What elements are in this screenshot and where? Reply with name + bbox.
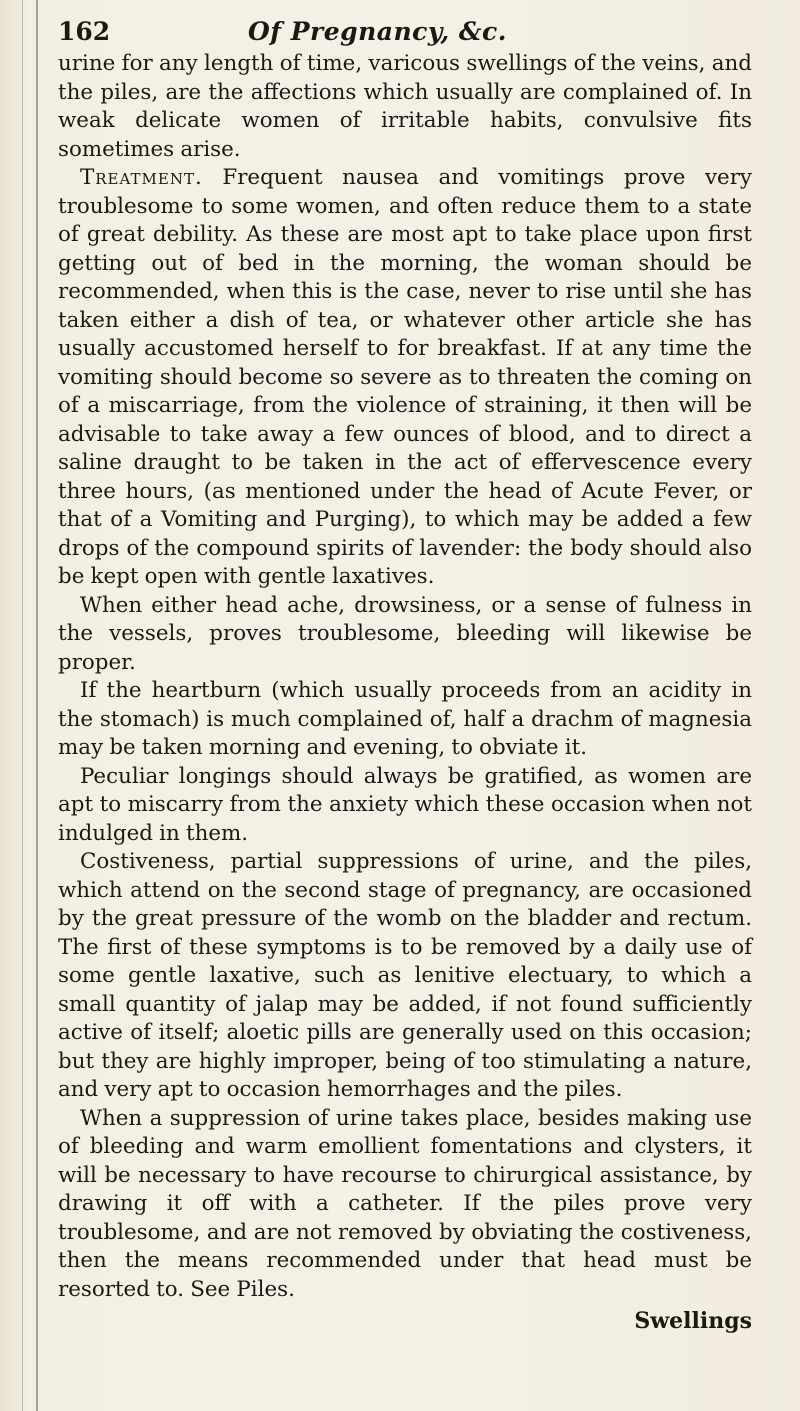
paragraph-text: When either head ache, drowsiness, or a sense of fulness in the vessels, proves troublesome, bleeding will likewise be proper. [58,592,752,675]
page-number: 162 [58,17,111,46]
catchword: Swellings [634,1308,752,1334]
paragraph-continuation [58,50,752,164]
paragraph-text: If the heartburn (which usually proceeds from an acidity in the stomach) is much complained of, half a drachm of magnesia may be taken morning and evening, to obviate it. [58,678,752,760]
section-lead-treatment: Treatment. [80,165,203,190]
binding-edge-shadow [22,0,23,1411]
paragraph-treatment [58,164,752,592]
paragraph-text: urine for any length of time, varicous swellings of the veins, and the piles, are the affections which usually are complained of. In weak delicate women of irritable habits, convulsive fits sometimes arise. [58,51,752,162]
paragraph-costiveness [58,848,752,1105]
paragraph-text: Peculiar longings should always be gratified, as women are apt to miscarry from the anxiety which these occasion when not indulged in them. [58,763,752,846]
paragraph-heartburn [58,677,752,763]
paragraph-text: When a suppression of urine takes place, besides making use of bleeding and warm emollient fomentations and clysters, it will be necessary to have recourse to chirurgical assistance, by drawing it off with a catheter. If the piles prove very troublesome, and are not removed by obviating the costiveness, then the means recommended under that head must be resorted to. See Piles. [58,1105,752,1302]
paragraph-text: Frequent nausea and vomitings prove very troublesome to some women, and often reduce them to a state of great debility. As these are most apt to take place upon first getting out of bed in the morning, the woman should be recommended, when this is the case, never to rise until she has taken either a dish of tea, or whatever other article she has usually accustomed herself to for breakfast. If at any time the vomiting should become so severe as to threaten the coming on of a miscarriage, from the violence of straining, it then will be advisable to take away a few ounces of blood, and to direct a saline draught to be taken in the act of effervescence every three hours, (as mentioned under the head of Acute Fever, or that of a Vomiting and Purging), to which may be added a few drops of the compound spirits of lavender: the body should also be kept open with gentle laxatives. [58,165,752,589]
body-text [58,50,752,1304]
paragraph-longings [58,763,752,849]
paragraph-text: Costiveness, partial suppressions of urine, and the piles, which attend on the second stage of pregnancy, are occasioned by the great pressure of the womb on the bladder and rectum. The first of these symptoms is to be removed by a daily use of some gentle laxative, such as lenitive electuary, to which a small quantity of jalap may be added, if not found sufficiently active of itself; aloetic pills are generally used on this occasion; but they are highly improper, being of too stimulating a nature, and very apt to occasion hemorrhages and the piles. [58,849,752,1102]
binding-edge-line [36,0,38,1411]
running-head: Of Pregnancy, &c. [248,17,507,46]
page-header [58,14,752,50]
paragraph-suppression [58,1105,752,1305]
paragraph-headache [58,592,752,678]
